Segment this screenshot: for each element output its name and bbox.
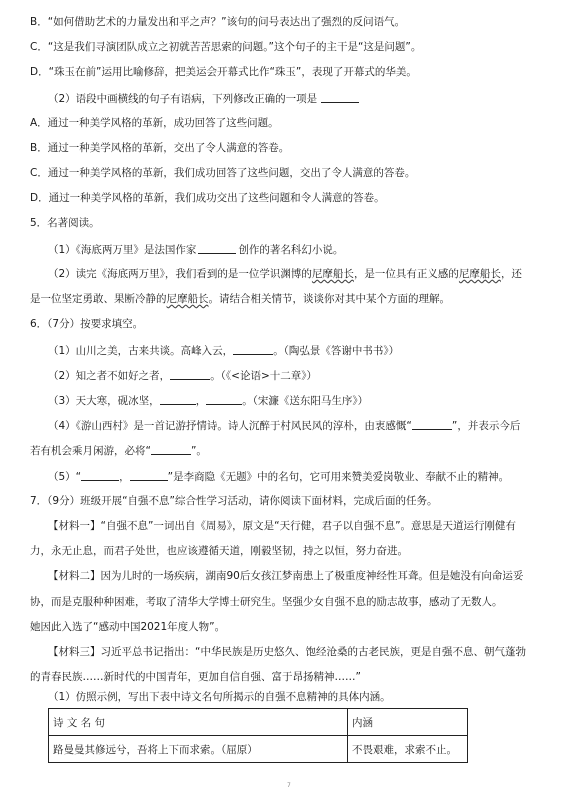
section-6-title: 6．（7分）按要求填空。 [30,318,144,330]
section-5-title: 5．名著阅读。 [30,217,100,229]
example-meaning-cell[interactable]: 不畏艰难，求索不止。 [348,736,468,763]
option-d: D．“珠玉在前”运用比喻修辞，把美运会开幕式比作“珠玉”，表现了开幕式的华美。 [30,66,417,78]
page-number: 7 [287,782,291,789]
choice-c: C．通过一种美学风格的革新，我们成功回答了这些问题，交出了令人满意的答卷。 [30,167,416,179]
fill-blank[interactable] [170,369,210,380]
q6-1: （1）山川之美，古来共谈。高峰入云， 。（陶弘景《答谢中书书》） [48,345,400,357]
q5-2-line1: （2）读完《海底两万里》，我们看到的是一位学识渊博的尼摩船长，是一位具有正义感的尼摩船长，还 [48,268,522,280]
material-2-line2: 协，而是克服种种困难，考取了清华大学博士研究生。坚强少女自强不息的励志故事，感动了无数人。 [30,596,503,608]
meaning-table [48,708,468,763]
question-2-prompt: （2）语段中画横线的句子有语病，下列修改正确的一项是 [48,92,555,106]
q7-1-prompt: （1）仿照示例，写出下表中诗文名句所揭示的自强不息精神的具体内涵。 [48,691,391,703]
q5-1: （1）《海底两万里》是法国作家 创作的著名科幻小说。 [48,244,344,256]
table-row [49,709,468,736]
fill-blank[interactable] [130,470,168,481]
fill-blank[interactable] [81,470,119,481]
fill-blank[interactable] [151,444,191,455]
author-blank[interactable] [198,243,236,254]
header-quote-cell: 诗 文 名 句 [49,709,348,736]
material-3-line2: 的青春民族……新时代的中国青年，更加自信自强、富于昂扬精神……” [30,671,361,683]
table-row [49,736,468,763]
material-2-line1: 【材料二】因为儿时的一场疾病，湖南90后女孩江梦南患上了极重度神经性耳聋。但是她没有向命运妥 [48,570,524,582]
section-7-title: 7．（9分）班级开展“自强不息”综合性学习活动，请你阅读下面材料，完成后面的任务。 [30,495,438,507]
choice-d: D．通过一种美学风格的革新，我们成功交出了这些问题和令人满意的答卷。 [30,192,385,204]
choice-b: B．通过一种美学风格的革新，交出了令人满意的答卷。 [30,142,290,154]
material-1-line2: 力，永无止息，而君子处世，也应该遵循天道，刚毅坚韧，持之以恒，努力奋进。 [30,545,408,557]
q5-2-line2: 是一位坚定勇敢、果断冷静的尼摩船长。请结合相关情节，谈谈你对其中某个方面的理解。 [30,293,450,305]
option-b: B．“如何借助艺术的力量发出和平之声？”该句的问号表达出了强烈的反问语气。 [30,16,406,28]
material-3-line1: 【材料三】习近平总书记指出：“中华民族是历史悠久、饱经沧桑的古老民族，更是自强不息、朝气蓬勃 [48,646,526,658]
choice-a: A．通过一种美学风格的革新，成功回答了这些问题。 [30,117,279,129]
material-2-line3: 她因此入选了“感动中国2021年度人物”。 [30,621,226,633]
fill-blank[interactable] [412,419,452,430]
material-1-line1: 【材料一】“自强不息”一词出自《周易》，原文是“天行健，君子以自强不息”。意思是天道运行刚健有 [48,520,517,532]
q6-3: （3）天大寒，砚冰坚， ， 。（宋濂《送东阳马生序》） [48,395,369,407]
fill-blank[interactable] [233,344,273,355]
q6-4-line2: 若有机会乘月闲游，必将“ ”。 [30,445,207,457]
header-meaning-cell: 内涵 [348,709,468,736]
option-c: C．“这是我们寻演团队成立之初就苦苦思索的问题。”这个句子的主干是“这是问题”。 [30,41,422,53]
q6-5: （5）“ ， ”是李商隐《无题》中的名句，它可用来赞美爱岗敬业、奉献不止的精神。 [48,471,510,483]
example-quote-cell: 路曼曼其修远兮，吾将上下而求索。（屈原） [49,736,348,763]
fill-blank[interactable] [160,394,196,405]
q6-2: （2）知之者不如好之者， 。（《<论语>十二章》） [48,370,318,382]
q6-4-line1: （4）《游山西村》是一首记游抒情诗。诗人沉醉于村风民风的淳朴，由衷感慨“ ”，并表示今后 [48,420,521,432]
answer-blank[interactable] [321,92,359,103]
fill-blank[interactable] [206,394,242,405]
